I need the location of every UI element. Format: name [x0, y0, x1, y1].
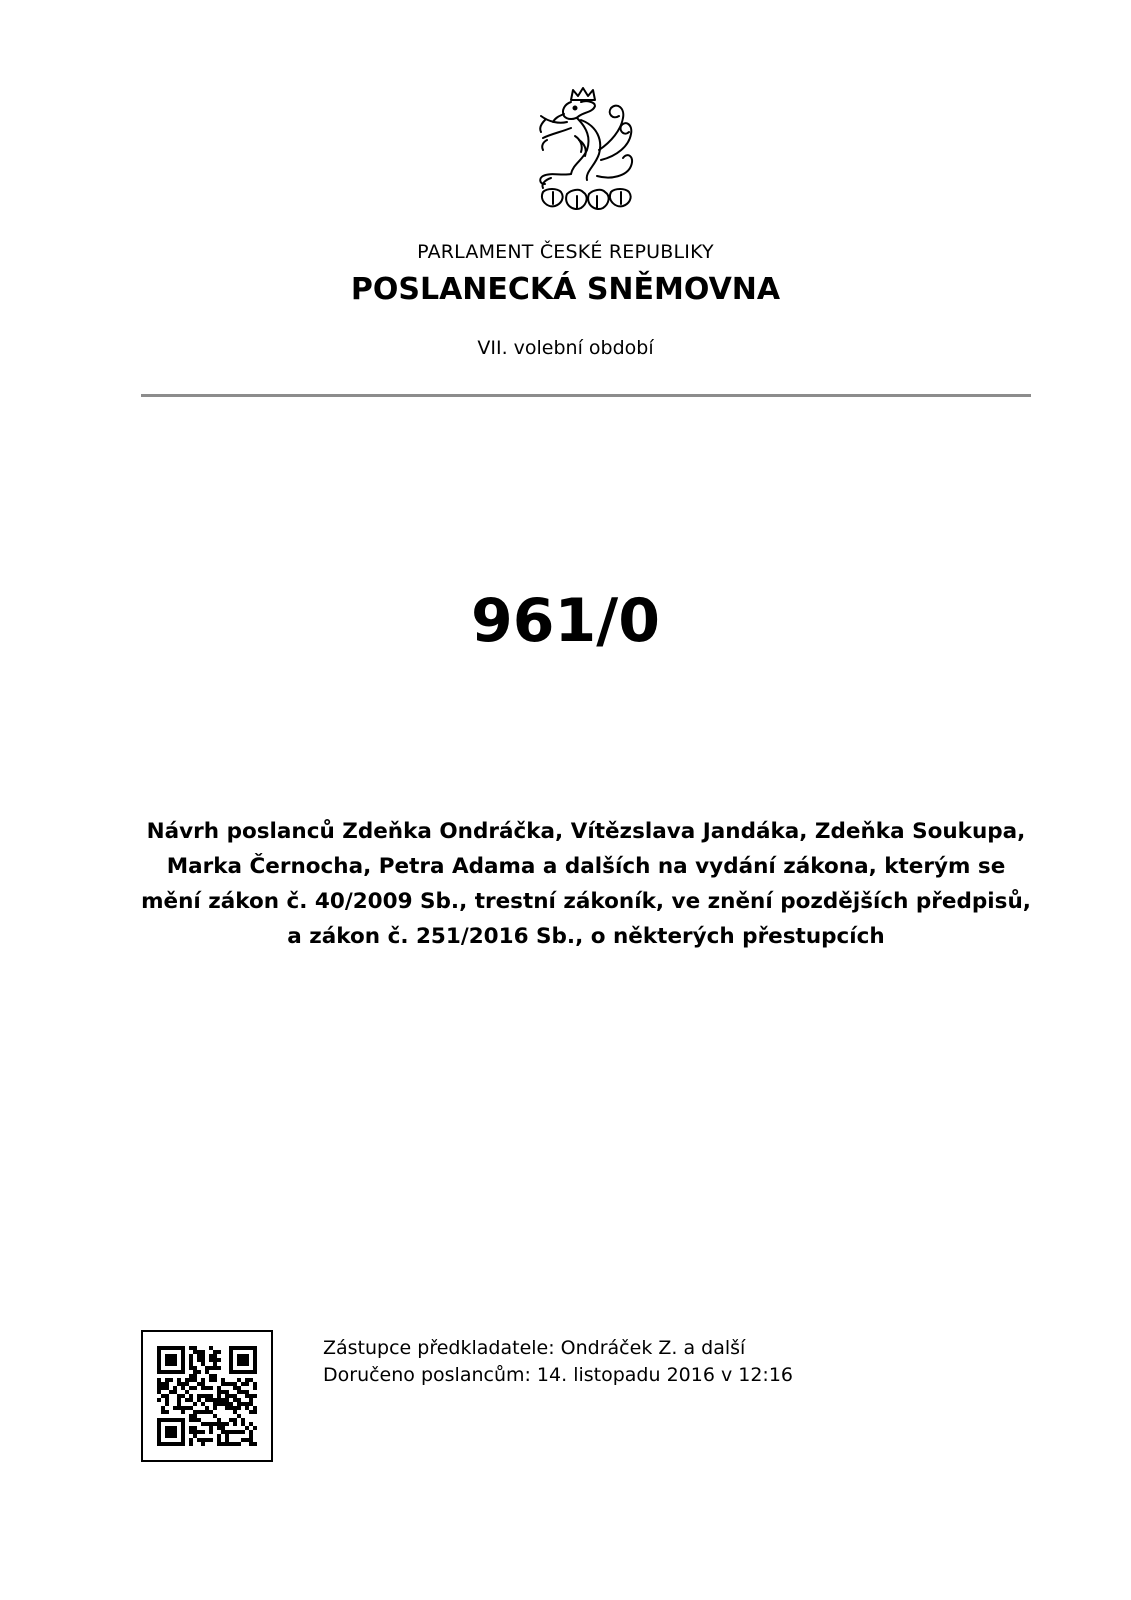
- chamber-name: POSLANECKÁ SNĚMOVNA: [350, 272, 781, 307]
- electoral-term: VII. volební období: [477, 337, 654, 359]
- document-title: [141, 814, 1031, 954]
- qr-code-icon: [157, 1346, 257, 1446]
- print-number: 961/0: [471, 586, 660, 656]
- title-line: a zákon č. 251/2016 Sb., o některých přestupcích: [287, 924, 885, 949]
- submitter-line: Zástupce předkladatele: Ondráček Z. a další: [323, 1337, 746, 1359]
- title-line: Marka Černocha, Petra Adama a dalších na vydání zákona, kterým se: [166, 854, 1006, 879]
- qr-code-frame: [141, 1330, 273, 1462]
- title-line: Návrh poslanců Zdeňka Ondráčka, Vítězslava Jandáka, Zdeňka Soukupa,: [146, 819, 1026, 844]
- document-metadata: [323, 1335, 793, 1389]
- header-divider: [141, 394, 1031, 397]
- parliament-name: PARLAMENT ČESKÉ REPUBLIKY: [417, 241, 714, 263]
- lion-emblem-icon: [531, 80, 641, 220]
- delivered-line: Doručeno poslancům: 14. listopadu 2016 v 12:16: [323, 1364, 793, 1386]
- title-line: mění zákon č. 40/2009 Sb., trestní zákoník, ve znění pozdějších předpisů,: [141, 889, 1031, 914]
